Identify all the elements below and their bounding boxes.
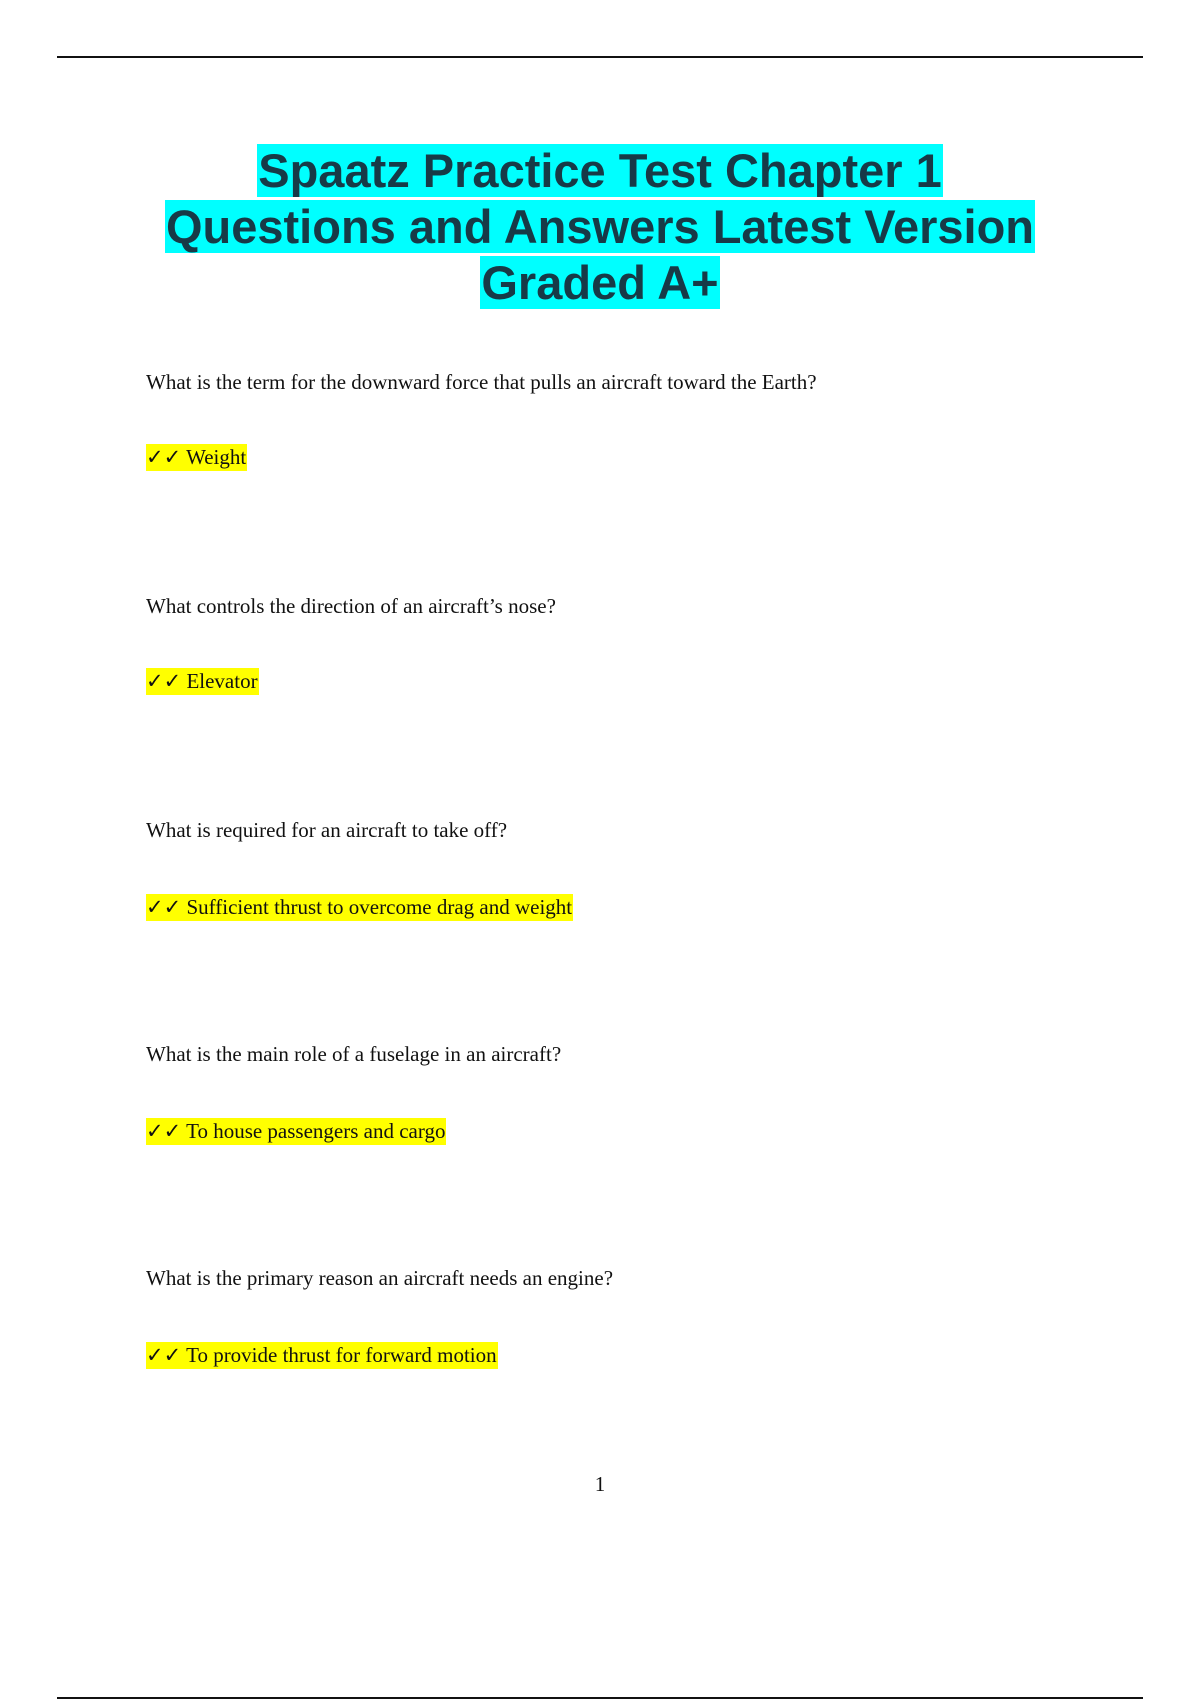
double-check-icon: ✓✓: [146, 895, 182, 919]
answer-text: ✓✓ Weight: [146, 445, 247, 469]
qa-item-5: [146, 1265, 614, 1367]
title-line-3: Graded A+: [481, 256, 719, 309]
qa-item-2: [146, 593, 556, 693]
question-text: What is the main role of a fuselage in an aircraft?: [146, 1042, 562, 1066]
page-number: 1: [594, 1472, 606, 1496]
question-text: What controls the direction of an aircraft’s nose?: [146, 594, 556, 618]
double-check-icon: ✓✓: [146, 669, 182, 693]
document-title: [0, 143, 1200, 311]
title-line-2: Questions and Answers Latest Version: [165, 200, 1034, 253]
answer-text: ✓✓ To house passengers and cargo: [146, 1119, 446, 1143]
question-text: What is required for an aircraft to take off?: [146, 818, 508, 842]
double-check-icon: ✓✓: [146, 445, 182, 469]
question-text: What is the term for the downward force that pulls an aircraft toward the Earth?: [146, 370, 817, 394]
qa-item-3: [146, 817, 573, 919]
qa-item-1: [146, 369, 817, 469]
answer-text: ✓✓ Elevator: [146, 669, 258, 693]
answer-text: ✓✓ Sufficient thrust to overcome drag and weight: [146, 895, 573, 919]
bottom-rule: [57, 1697, 1143, 1699]
double-check-icon: ✓✓: [146, 1343, 182, 1367]
title-line-1: Spaatz Practice Test Chapter 1: [258, 144, 942, 197]
double-check-icon: ✓✓: [146, 1119, 182, 1143]
answer-text: ✓✓ To provide thrust for forward motion: [146, 1343, 497, 1367]
top-rule: [57, 56, 1143, 58]
qa-item-4: [146, 1041, 562, 1143]
question-text: What is the primary reason an aircraft needs an engine?: [146, 1266, 614, 1290]
